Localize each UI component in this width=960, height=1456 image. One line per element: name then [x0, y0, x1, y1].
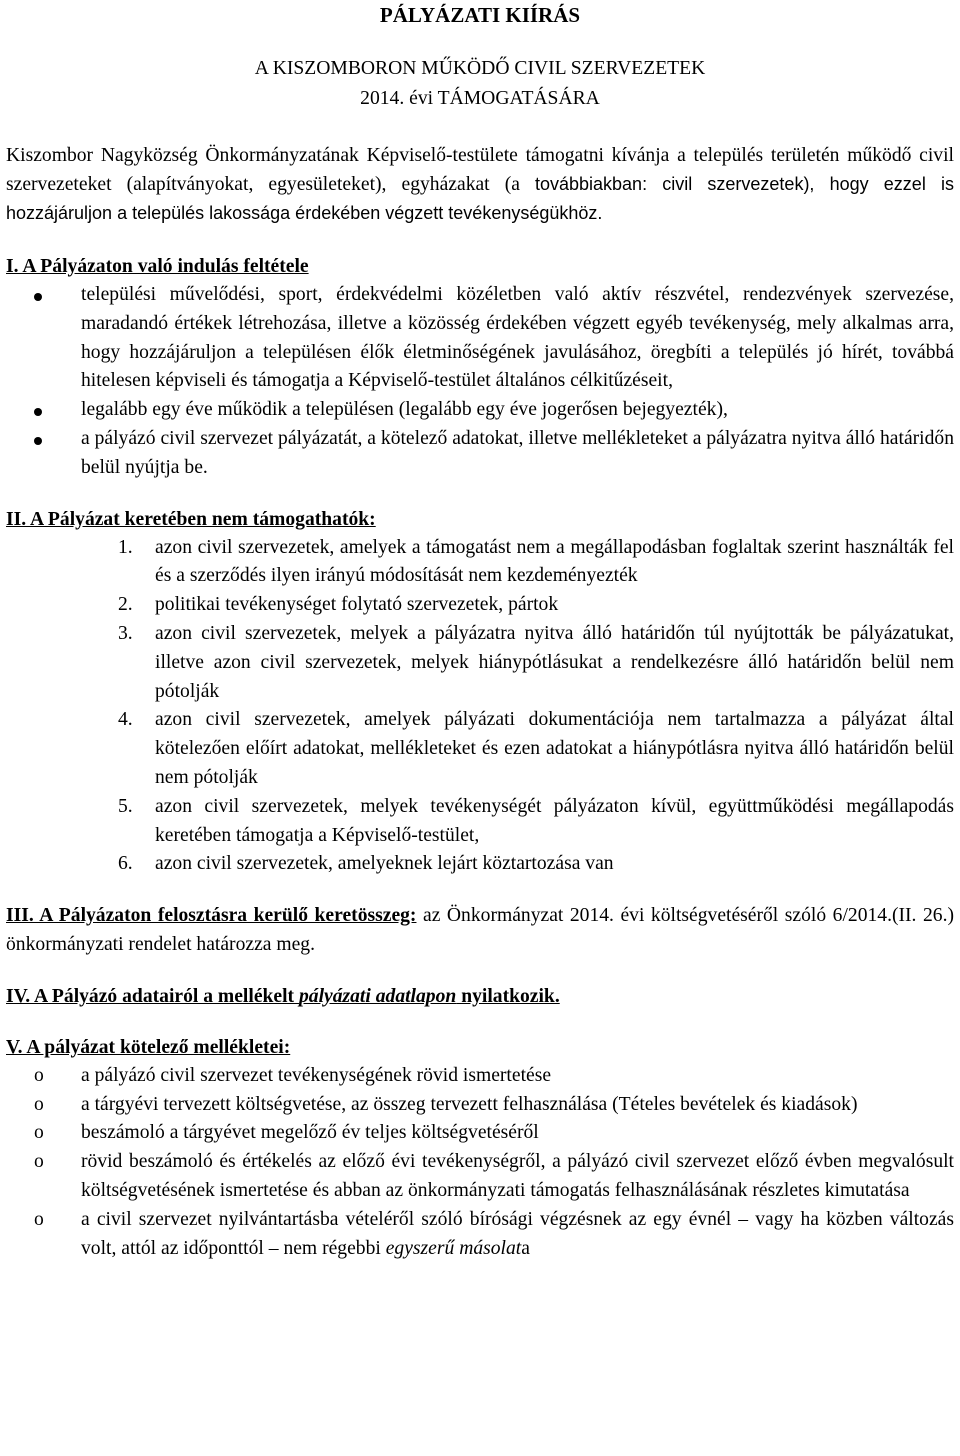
list-item-text: a tárgyévi tervezett költségvetése, az összeg tervezett felhasználása (Tételes bevételek és kiadások) [81, 1093, 858, 1115]
list-number: 3. [118, 622, 133, 644]
list-item-text: legalább egy éve működik a településen (legalább egy éve jogerősen bejegyezték), [81, 399, 728, 421]
list-item-text-part-1: a civil szervezet nyilvántartásba vételéről szóló bírósági végzésnek az egy évnél – vagy ha közben változás volt, attól az időponttól – nem régebbi [81, 1208, 954, 1259]
list-item [6, 396, 954, 425]
list-item [6, 1148, 954, 1206]
list-item [6, 1091, 954, 1120]
intro-text-serif: Kiszombor Nagyközség Önkormányzatának Képviselő-testülete támogatni kívánja a település területén működő civil szervezeteket (alapítványokat, egyesületeket), egyházakat (a [6, 145, 954, 195]
list-item-text: azon civil szervezetek, amelyeknek lejárt köztartozása van [155, 853, 614, 875]
list-number: 2. [118, 594, 133, 616]
list-item-text: a pályázó civil szervezet tevékenységének rövid ismertetése [81, 1064, 552, 1086]
section-4-heading-part-1: IV. A Pályázó adatairól a mellékelt [6, 985, 299, 1007]
document-subtitle [6, 54, 954, 114]
document-title: PÁLYÁZATI KIÍRÁS [379, 3, 581, 27]
section-5-list [6, 1062, 954, 1264]
circle-bullet-icon: o [34, 1064, 44, 1086]
section-2-list [6, 534, 954, 880]
circle-bullet-icon: o [34, 1208, 44, 1230]
list-item-text: a pályázó civil szervezet pályázatát, a kötelező adatokat, illetve mellékleteket a pályázatra nyitva álló határidőn belül nyújtja be. [81, 427, 954, 478]
intro-paragraph [6, 141, 954, 228]
list-item-text: azon civil szervezetek, melyek tevékenységét pályázaton kívül, együttműködési megállapodás keretében támogatja a Képviselő-testület, [155, 795, 954, 846]
section-4 [6, 982, 954, 1011]
list-item [6, 706, 954, 792]
list-item-text: települési művelődési, sport, érdekvédelmi közéletben való aktív részvétel, rendezvények szervezése, maradandó értékek létrehozása, illetve a közösség érdekében végzett egyéb tevékenység, mely alkalmas arra, hogy hozzájáruljon a településen élők életminőségének javulásához, öregbíti a település jó hírét, továbbá hitelesen képviseli és támogatja a Képviselő-testület általános célkitűzéseit, [81, 284, 954, 392]
list-number: 4. [118, 709, 133, 731]
list-item-text: azon civil szervezetek, melyek a pályázatra nyitva álló határidőn túl nyújtották be pályázatukat, illetve azon civil szervezetek, melyek hiánypótlásukat a rendelkezésre álló határidőn belül nem pótolják [155, 622, 954, 702]
bullet-icon [34, 437, 42, 445]
list-item [6, 425, 954, 483]
list-number: 6. [118, 853, 133, 875]
bullet-icon [34, 293, 42, 301]
section-2-heading: II. A Pályázat keretében nem támogathatók: [6, 508, 376, 530]
list-item [6, 793, 954, 851]
section-1-list [6, 281, 954, 483]
list-item-text-part-2: a [521, 1237, 530, 1259]
list-item-text-italic: egyszerű másolat [385, 1237, 522, 1259]
section-5 [6, 1033, 954, 1264]
section-4-heading [6, 982, 954, 1011]
section-5-heading: V. A pályázat kötelező mellékletei: [6, 1036, 291, 1058]
section-3 [6, 901, 954, 960]
bullet-icon [34, 408, 42, 416]
list-item [6, 281, 954, 396]
subtitle-line-2: 2014. évi TÁMOGATÁSÁRA [360, 88, 600, 109]
circle-bullet-icon: o [34, 1122, 44, 1144]
section-3-heading: III. A Pályázaton felosztásra kerülő keretösszeg: [6, 905, 417, 927]
list-item [6, 1206, 954, 1264]
list-item-text: beszámoló a tárgyévet megelőző év teljes költségvetéséről [81, 1122, 539, 1144]
section-4-heading-part-2: nyilatkozik. [456, 985, 560, 1007]
list-item [6, 1119, 954, 1148]
circle-bullet-icon: o [34, 1151, 44, 1173]
subtitle-line-1: A KISZOMBORON MŰKÖDŐ CIVIL SZERVEZETEK [254, 58, 706, 79]
list-item-text: rövid beszámoló és értékelés az előző évi tevékenységről, a pályázó civil szervezet előző évben megvalósult költségvetésének ismertetése és abban az önkormányzati támogatás felhasználásának részletes kimutatása [81, 1151, 954, 1201]
list-item-text: azon civil szervezetek, amelyek a támogatást nem a megállapodásban foglaltak szerint használták fel és a szerződés ilyen irányú módosítását nem kezdeményezték [155, 536, 954, 587]
list-item [6, 591, 954, 620]
list-item-text: politikai tevékenységet folytató szervezetek, pártok [155, 594, 559, 616]
list-number: 5. [118, 795, 133, 817]
list-item [6, 850, 954, 879]
list-item-text: azon civil szervezetek, amelyek pályázati dokumentációja nem tartalmazza a pályázat által kötelezően előírt adatokat, mellékleteket és ezen adatokat a hiánypótlásra nyitva álló határidőn belül nem pótolják [155, 709, 954, 788]
section-1-heading: I. A Pályázaton való indulás feltétele [6, 256, 309, 277]
circle-bullet-icon: o [34, 1093, 44, 1115]
section-2 [6, 505, 954, 880]
section-3-text: az Önkormányzat 2014. évi költségvetéséről szóló 6/2014.(II. 26.) önkormányzati rendelet határozza meg. [6, 905, 954, 955]
intro-text-sans: továbbiakban: civil szervezetek), hogy ezzel is hozzájáruljon a település lakossága érdekében végzett tevékenységükhöz. [6, 174, 954, 223]
list-item [6, 534, 954, 592]
section-1 [6, 252, 954, 483]
list-item [6, 1062, 954, 1091]
section-4-heading-italic: pályázati adatlapon [298, 985, 457, 1007]
list-item [6, 620, 954, 706]
list-number: 1. [118, 536, 133, 558]
